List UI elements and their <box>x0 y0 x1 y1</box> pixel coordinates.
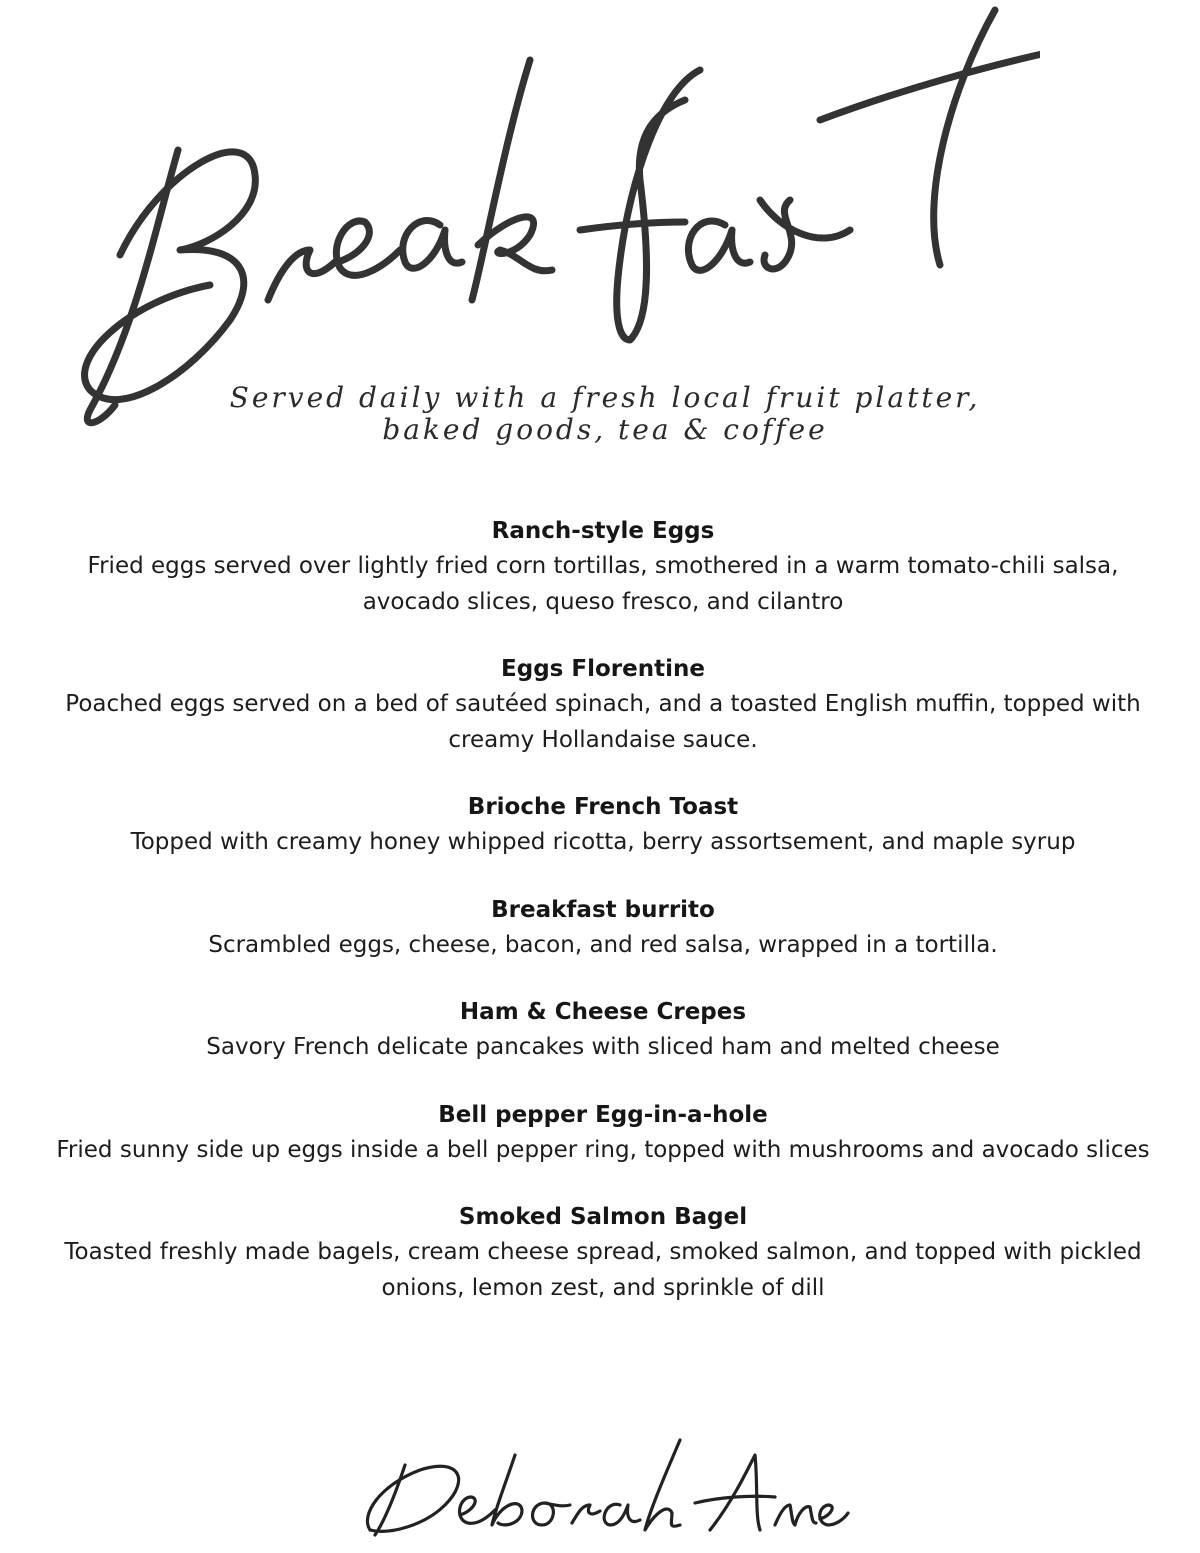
menu-item-name: Bell pepper Egg-in-a-hole <box>438 1101 768 1128</box>
menu-item-description: Poached eggs served on a bed of sautéed spinach, and a toasted English muffin, topped with creamy Hollandaise sauce. <box>65 691 1141 753</box>
menu-item <box>40 893 1166 964</box>
menu-item-name: Ham & Cheese Crepes <box>459 999 747 1025</box>
menu-title <box>60 0 1040 440</box>
subtitle-line: baked goods, tea & coffee <box>382 413 828 446</box>
subtitle-line: Served daily with a fresh local fruit platter, <box>229 381 981 414</box>
menu-item-name: Smoked Salmon Bagel <box>458 1204 748 1230</box>
menu-item-name: Brioche French Toast <box>467 794 739 820</box>
signature <box>350 1425 850 1545</box>
menu-item-name: Breakfast burrito <box>491 896 715 923</box>
menu-item-name: Eggs Florentine <box>501 656 705 682</box>
menu-item-list <box>40 514 1166 1338</box>
menu-item <box>40 995 1166 1066</box>
menu-item <box>40 514 1166 620</box>
signature-artwork <box>350 1425 850 1545</box>
menu-item-description: Toasted freshly made bagels, cream cheese spread, smoked salmon, and topped with pickled onions, lemon zest, and sprinkle of dill <box>64 1239 1142 1301</box>
menu-item-description: Scrambled eggs, cheese, bacon, and red salsa, wrapped in a tortilla. <box>208 931 998 958</box>
menu-item-description: Topped with creamy honey whipped ricotta, berry assortsement, and maple syrup <box>130 829 1076 855</box>
menu-item <box>40 1200 1166 1306</box>
menu-item <box>40 652 1166 758</box>
menu-item <box>40 790 1166 861</box>
title-script-artwork <box>60 0 1040 440</box>
menu-item <box>40 1098 1166 1169</box>
menu-item-name: Ranch-style Eggs <box>491 518 715 544</box>
menu-item-description: Savory French delicate pancakes with sliced ham and melted cheese <box>206 1034 1000 1060</box>
menu-item-description: Fried sunny side up eggs inside a bell pepper ring, topped with mushrooms and avocado slices <box>56 1136 1150 1163</box>
menu-item-description: Fried eggs served over lightly fried corn tortillas, smothered in a warm tomato-chili salsa, avocado slices, queso fresco, and cilantro <box>87 553 1119 615</box>
menu-subtitle <box>0 382 1200 446</box>
